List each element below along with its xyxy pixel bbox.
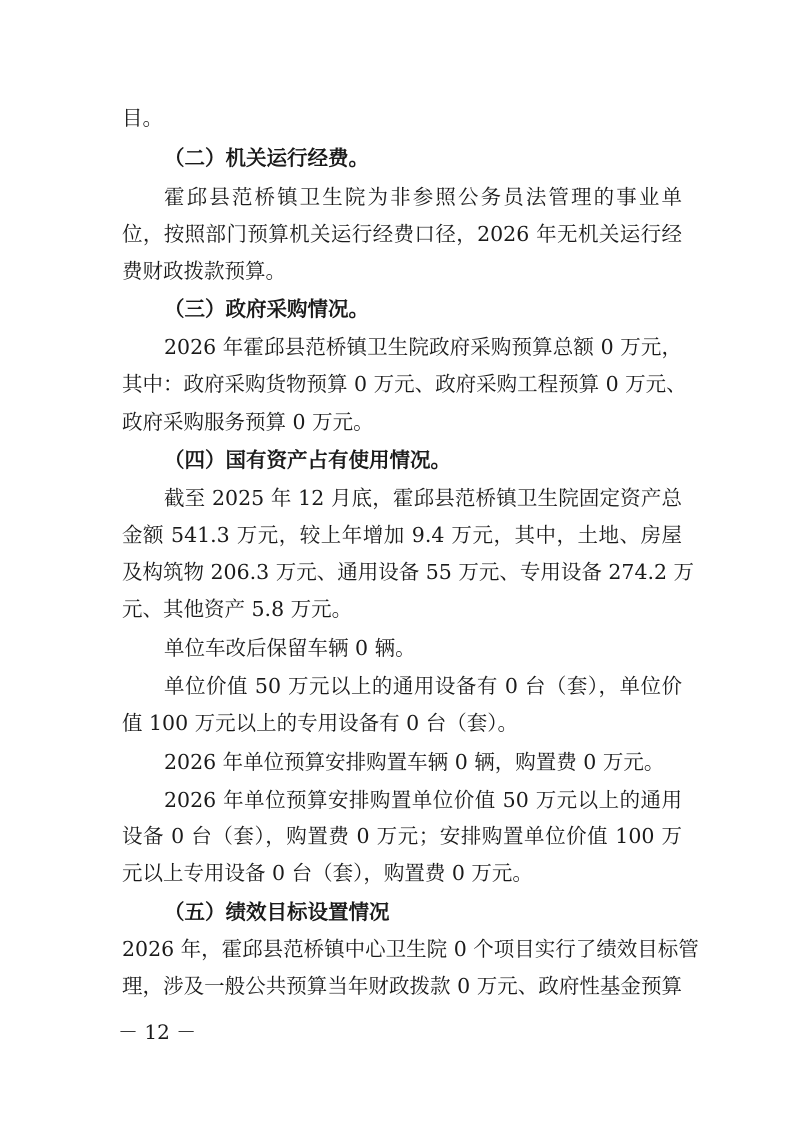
body-line: 2026 年，霍邱县范桥镇中心卫生院 0 个项目实行了绩效目标管 <box>122 937 699 961</box>
body-line: 政府采购服务预算 0 万元。 <box>122 410 374 434</box>
section-heading: （三）政府采购情况。 <box>164 297 369 321</box>
body-line: 设备 0 台（套），购置费 0 万元；安排购置单位价值 100 万 <box>122 824 682 848</box>
body-line: 单位价值 50 万元以上的通用设备有 0 台（套），单位价 <box>164 674 682 698</box>
body-line: 位，按照部门预算机关运行经费口径，2026 年无机关运行经 <box>122 222 682 246</box>
section-heading: （四）国有资产占有使用情况。 <box>164 448 451 472</box>
body-line: 费财政拨款预算。 <box>122 259 286 283</box>
body-line: 元以上专用设备 0 台（套），购置费 0 万元。 <box>122 861 533 885</box>
body-line: 值 100 万元以上的专用设备有 0 台（套）。 <box>122 711 518 735</box>
body-line: 2026 年霍邱县范桥镇卫生院政府采购预算总额 0 万元， <box>164 335 682 359</box>
body-line: 2026 年单位预算安排购置车辆 0 辆，购置费 0 万元。 <box>164 750 665 774</box>
body-line: 单位车改后保留车辆 0 辆。 <box>164 636 416 660</box>
body-line: 截至 2025 年 12 月底，霍邱县范桥镇卫生院固定资产总 <box>164 486 682 510</box>
body-line: 2026 年单位预算安排购置单位价值 50 万元以上的通用 <box>164 788 682 812</box>
section-heading: （二）机关运行经费。 <box>164 146 369 170</box>
body-line: 霍邱县范桥镇卫生院为非参照公务员法管理的事业单 <box>164 185 682 209</box>
body-line: 目。 <box>122 106 163 130</box>
page-number: － 12 － <box>118 1020 197 1044</box>
body-line: 金额 541.3 万元，较上年增加 9.4 万元，其中，土地、房屋 <box>122 523 682 547</box>
body-line: 其中：政府采购货物预算 0 万元、政府采购工程预算 0 万元、 <box>122 372 687 396</box>
body-line: 及构筑物 206.3 万元、通用设备 55 万元、专用设备 274.2 万 <box>122 560 695 584</box>
body-line: 元、其他资产 5.8 万元。 <box>122 597 353 621</box>
body-line: 理，涉及一般公共预算当年财政拨款 0 万元、政府性基金预算 <box>122 974 682 998</box>
section-heading: （五）绩效目标设置情况 <box>164 900 390 924</box>
